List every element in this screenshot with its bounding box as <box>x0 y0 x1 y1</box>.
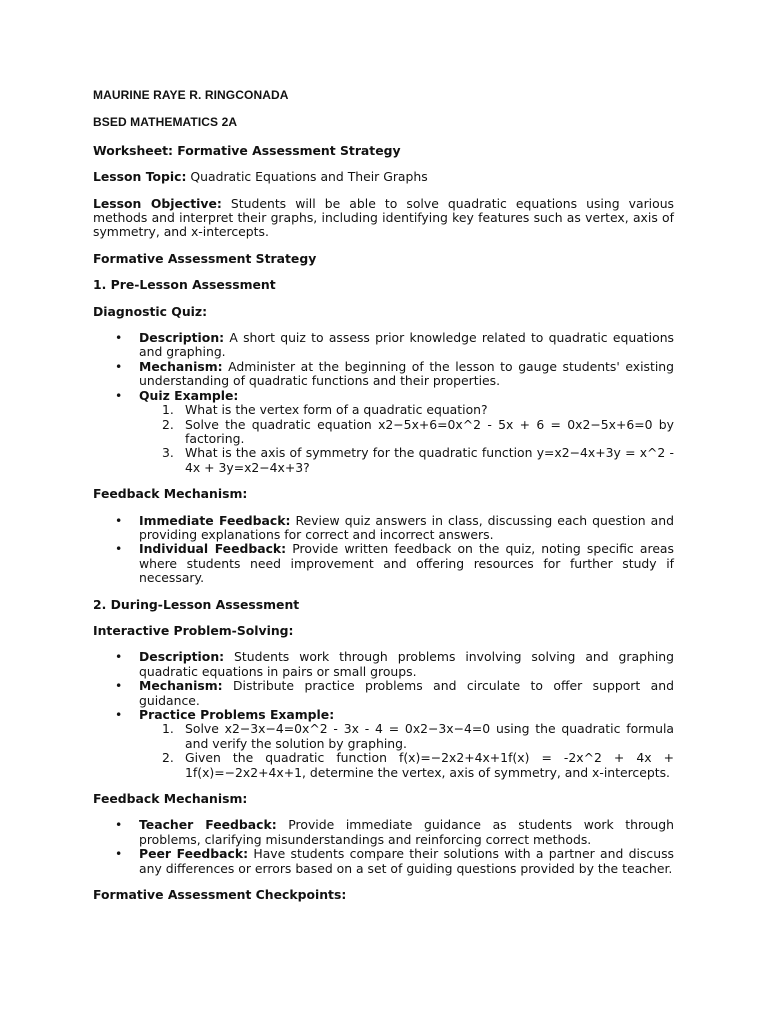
pre-lesson-feedback-list <box>93 514 674 586</box>
list-item <box>139 818 674 847</box>
item-number: 2. <box>162 416 174 432</box>
mechanism-label: Mechanism: <box>139 358 223 374</box>
problem-text: Given the quadratic function f(x)=−2x2+4x+1f(x) = -2x^2 + 4x + 1f(x)=−2x2+4x+1, determine the vertex, axis of symmetry, and x-intercepts. <box>185 750 674 780</box>
practice-problems-list <box>139 722 674 780</box>
during-lesson-feedback-list <box>93 818 674 876</box>
lesson-objective-label: Lesson Objective: <box>93 195 222 211</box>
description-label: Description: <box>139 649 225 665</box>
item-number: 1. <box>162 721 174 737</box>
teacher-feedback-label: Teacher Feedback: <box>139 817 277 833</box>
during-lesson-feedback-heading: Feedback Mechanism: <box>93 791 248 807</box>
question-text: What is the axis of symmetry for the quadratic function y=x2−4x+3y = x^2 - 4x + 3y=x2−4x+3? <box>185 445 674 475</box>
question-text: Solve the quadratic equation x2−5x+6=0x^2 - 5x + 6 = 0x2−5x+6=0 by factoring. <box>185 416 674 446</box>
lesson-topic-text: Quadratic Equations and Their Graphs <box>186 169 428 185</box>
list-item <box>139 679 674 708</box>
description-text: A short quiz to assess prior knowledge related to quadratic equations and graphing. <box>139 330 674 360</box>
question-text: What is the vertex form of a quadratic equation? <box>185 402 488 418</box>
immediate-feedback-text: Review quiz answers in class, discussing each question and providing explanations for correct and incorrect answers. <box>139 512 674 542</box>
list-item <box>139 847 674 876</box>
student-name: MAURINE RAYE R. RINGCONADA <box>93 88 289 102</box>
quiz-question <box>162 402 674 418</box>
document-body <box>93 88 674 902</box>
quiz-question <box>162 416 674 447</box>
lesson-topic-label: Lesson Topic: <box>93 169 187 185</box>
mechanism-text: Distribute practice problems and circulate to offer support and guidance. <box>139 678 674 708</box>
practice-problems-label: Practice Problems Example: <box>139 707 335 722</box>
problem-text: Solve x2−3x−4=0x^2 - 3x - 4 = 0x2−3x−4=0 using the quadratic formula and verify the solution by graphing. <box>185 721 674 751</box>
quiz-example-label: Quiz Example: <box>139 387 239 403</box>
item-number: 3. <box>162 445 174 461</box>
diagnostic-quiz-list <box>93 331 674 475</box>
checkpoints-heading: Formative Assessment Checkpoints: <box>93 887 347 903</box>
peer-feedback-text: Have students compare their solutions with a partner and discuss any differences or errors based on a set of guiding questions provided by the teacher. <box>139 846 674 876</box>
lesson-topic <box>93 170 674 184</box>
individual-feedback-label: Individual Feedback: <box>139 541 287 557</box>
practice-problem <box>162 750 674 780</box>
mechanism-label: Mechanism: <box>139 678 223 694</box>
mechanism-text: Administer at the beginning of the lesson to gauge students' existing understanding of quadratic functions and their properties. <box>139 358 674 389</box>
item-number: 1. <box>162 402 174 418</box>
list-item <box>139 542 674 585</box>
strategy-heading: Formative Assessment Strategy <box>93 250 317 266</box>
list-item <box>139 514 674 543</box>
diagnostic-quiz-heading: Diagnostic Quiz: <box>93 303 208 319</box>
list-item <box>139 331 674 360</box>
lesson-objective <box>93 197 674 240</box>
description-text: Students work through problems involving solving and graphing quadratic equations in pairs or small groups. <box>139 649 674 679</box>
worksheet-title: Worksheet: Formative Assessment Strategy <box>93 142 401 158</box>
quiz-question <box>162 445 674 475</box>
individual-feedback-text: Provide written feedback on the quiz, noting specific areas where students need improvement and offering resources for further study if necessary. <box>139 541 674 586</box>
immediate-feedback-label: Immediate Feedback: <box>139 512 291 528</box>
teacher-feedback-text: Provide immediate guidance as students work through problems, clarifying misunderstandings and reinforcing correct methods. <box>139 817 674 847</box>
list-item <box>139 708 674 780</box>
item-number: 2. <box>162 750 174 766</box>
lesson-objective-text: Students will be able to solve quadratic equations using various methods and interpret their graphs, including identifying key features such as vertex, axis of symmetry, and x-intercepts. <box>93 195 675 240</box>
list-item <box>139 389 674 475</box>
description-label: Description: <box>139 330 225 346</box>
practice-problem <box>162 721 674 751</box>
during-lesson-heading: 2. During-Lesson Assessment <box>93 596 300 612</box>
course-section: BSED MATHEMATICS 2A <box>93 115 238 130</box>
peer-feedback-label: Peer Feedback: <box>139 846 249 862</box>
list-item <box>139 650 674 679</box>
pre-lesson-heading: 1. Pre-Lesson Assessment <box>93 277 276 293</box>
pre-lesson-feedback-heading: Feedback Mechanism: <box>93 486 248 502</box>
problem-solving-list <box>93 650 674 780</box>
interactive-problem-solving-heading: Interactive Problem-Solving: <box>93 622 294 638</box>
list-item <box>139 360 674 389</box>
quiz-example-list <box>139 403 674 475</box>
